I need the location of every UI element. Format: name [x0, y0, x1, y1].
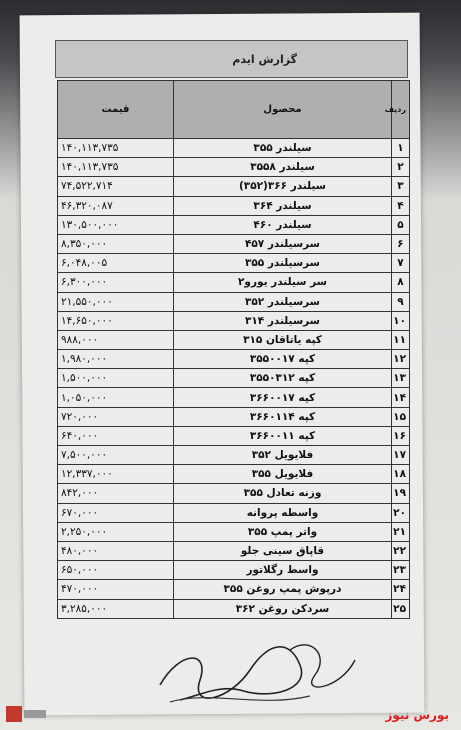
row-number: ۱۸	[392, 465, 410, 484]
row-number: ۴	[392, 196, 410, 215]
product-name: سرسیلندر ۳۵۲	[174, 292, 392, 311]
product-price: ۳,۲۸۵,۰۰۰	[58, 599, 174, 618]
product-name: سیلندر ۳۶۴	[174, 196, 392, 215]
row-number: ۲	[392, 158, 410, 177]
product-price: ۶,۰۴۸,۰۰۵	[58, 254, 174, 273]
table-row	[58, 139, 410, 158]
product-name: وزنه تعادل ۳۵۵	[174, 484, 392, 503]
product-price: ۱۴۰,۱۱۳,۷۳۵	[58, 139, 174, 158]
table-row	[58, 330, 410, 349]
report-title: گزارش ایدم	[232, 52, 297, 66]
table-row	[58, 234, 410, 253]
row-number: ۱۲	[392, 350, 410, 369]
table-row	[58, 426, 410, 445]
table-row	[58, 522, 410, 541]
product-price: ۴۶,۳۲۰,۰۸۷	[58, 196, 174, 215]
table-header-row	[58, 81, 410, 139]
product-price: ۶۵۰,۰۰۰	[58, 561, 174, 580]
table-row	[58, 311, 410, 330]
table-row	[58, 215, 410, 234]
product-price: ۱۳۰,۵۰۰,۰۰۰	[58, 215, 174, 234]
product-price: ۱,۰۵۰,۰۰۰	[58, 388, 174, 407]
row-number: ۲۴	[392, 580, 410, 599]
watermark-logo: بورس نیوز	[385, 708, 449, 722]
table-row	[58, 541, 410, 560]
product-price: ۸,۳۵۰,۰۰۰	[58, 234, 174, 253]
row-number: ۱۴	[392, 388, 410, 407]
table-row	[58, 580, 410, 599]
row-number: ۲۱	[392, 522, 410, 541]
table-row	[58, 446, 410, 465]
product-price: ۶,۳۰۰,۰۰۰	[58, 273, 174, 292]
product-price: ۷۲۰,۰۰۰	[58, 407, 174, 426]
product-name: سیلندر ۳۵۵	[174, 139, 392, 158]
row-number: ۹	[392, 292, 410, 311]
table-row	[58, 465, 410, 484]
row-number: ۲۳	[392, 561, 410, 580]
row-number: ۸	[392, 273, 410, 292]
row-number: ۱	[392, 139, 410, 158]
header-price: قیمت	[58, 81, 174, 139]
row-number: ۱۷	[392, 446, 410, 465]
product-name: کپه یاتاقان ۳۱۵	[174, 330, 392, 349]
price-table	[57, 80, 410, 619]
row-number: ۵	[392, 215, 410, 234]
product-price: ۲,۲۵۰,۰۰۰	[58, 522, 174, 541]
table-row	[58, 561, 410, 580]
row-number: ۶	[392, 234, 410, 253]
table-row	[58, 177, 410, 196]
product-name: واسط رگلاتور	[174, 561, 392, 580]
report-title-bar	[55, 40, 408, 78]
product-price: ۱,۵۰۰,۰۰۰	[58, 369, 174, 388]
product-price: ۶۴۰,۰۰۰	[58, 426, 174, 445]
product-price: ۴۸۰,۰۰۰	[58, 541, 174, 560]
product-name: سرسیلندر ۳۱۴	[174, 311, 392, 330]
row-number: ۷	[392, 254, 410, 273]
product-price: ۱۲,۳۳۷,۰۰۰	[58, 465, 174, 484]
product-name: قاپاق سینی جلو	[174, 541, 392, 560]
product-price: ۷,۵۰۰,۰۰۰	[58, 446, 174, 465]
row-number: ۱۹	[392, 484, 410, 503]
header-row-number: ردیف	[392, 81, 410, 139]
table-row	[58, 407, 410, 426]
handwritten-signature	[140, 630, 360, 710]
product-name: سیلندر ۴۶۰	[174, 215, 392, 234]
table-row	[58, 503, 410, 522]
product-name: سردکن روغن ۳۶۲	[174, 599, 392, 618]
row-number: ۱۰	[392, 311, 410, 330]
table-row	[58, 599, 410, 618]
table-row	[58, 388, 410, 407]
product-name: سیلندر ۳۵۵۸	[174, 158, 392, 177]
table-row	[58, 158, 410, 177]
product-name: کپه ۳۶۶۰۱۱۴	[174, 407, 392, 426]
product-price: ۷۴,۵۲۲,۷۱۴	[58, 177, 174, 196]
product-price: ۱۴۰,۱۱۳,۷۳۵	[58, 158, 174, 177]
product-name: درپوش پمپ روغن ۳۵۵	[174, 580, 392, 599]
table-row	[58, 484, 410, 503]
product-name: فلایویل ۳۵۵	[174, 465, 392, 484]
product-name: فلایویل ۳۵۲	[174, 446, 392, 465]
product-name: کپه ۳۶۶۰۰۱۷	[174, 388, 392, 407]
product-name: سر سیلندر یورو۲	[174, 273, 392, 292]
row-number: ۱۳	[392, 369, 410, 388]
header-product: محصول	[174, 81, 392, 139]
publisher-logo-icon	[4, 700, 48, 726]
product-name: کپه ۳۵۵۰۳۱۲	[174, 369, 392, 388]
row-number: ۲۲	[392, 541, 410, 560]
product-price: ۱,۹۸۰,۰۰۰	[58, 350, 174, 369]
row-number: ۲۵	[392, 599, 410, 618]
row-number: ۱۵	[392, 407, 410, 426]
product-name: واسطه پروانه	[174, 503, 392, 522]
row-number: ۱۶	[392, 426, 410, 445]
table-row	[58, 350, 410, 369]
table-row	[58, 273, 410, 292]
product-price: ۱۴,۶۵۰,۰۰۰	[58, 311, 174, 330]
product-name: سرسیلندر ۳۵۵	[174, 254, 392, 273]
table-row	[58, 292, 410, 311]
row-number: ۱۱	[392, 330, 410, 349]
product-name: سرسیلندر ۴۵۷	[174, 234, 392, 253]
row-number: ۲۰	[392, 503, 410, 522]
product-price: ۶۷۰,۰۰۰	[58, 503, 174, 522]
product-price: ۲۱,۵۵۰,۰۰۰	[58, 292, 174, 311]
row-number: ۳	[392, 177, 410, 196]
product-name: کپه ۳۵۵۰۰۱۷	[174, 350, 392, 369]
product-name: واتر پمپ ۳۵۵	[174, 522, 392, 541]
product-name: کپه ۳۶۶۰۰۱۱	[174, 426, 392, 445]
table-row	[58, 196, 410, 215]
product-price: ۸۴۲,۰۰۰	[58, 484, 174, 503]
product-price: ۹۸۸,۰۰۰	[58, 330, 174, 349]
product-price: ۴۷۰,۰۰۰	[58, 580, 174, 599]
table-row	[58, 254, 410, 273]
product-name: سیلندر ۳۶۶(۳۵۲)	[174, 177, 392, 196]
table-row	[58, 369, 410, 388]
